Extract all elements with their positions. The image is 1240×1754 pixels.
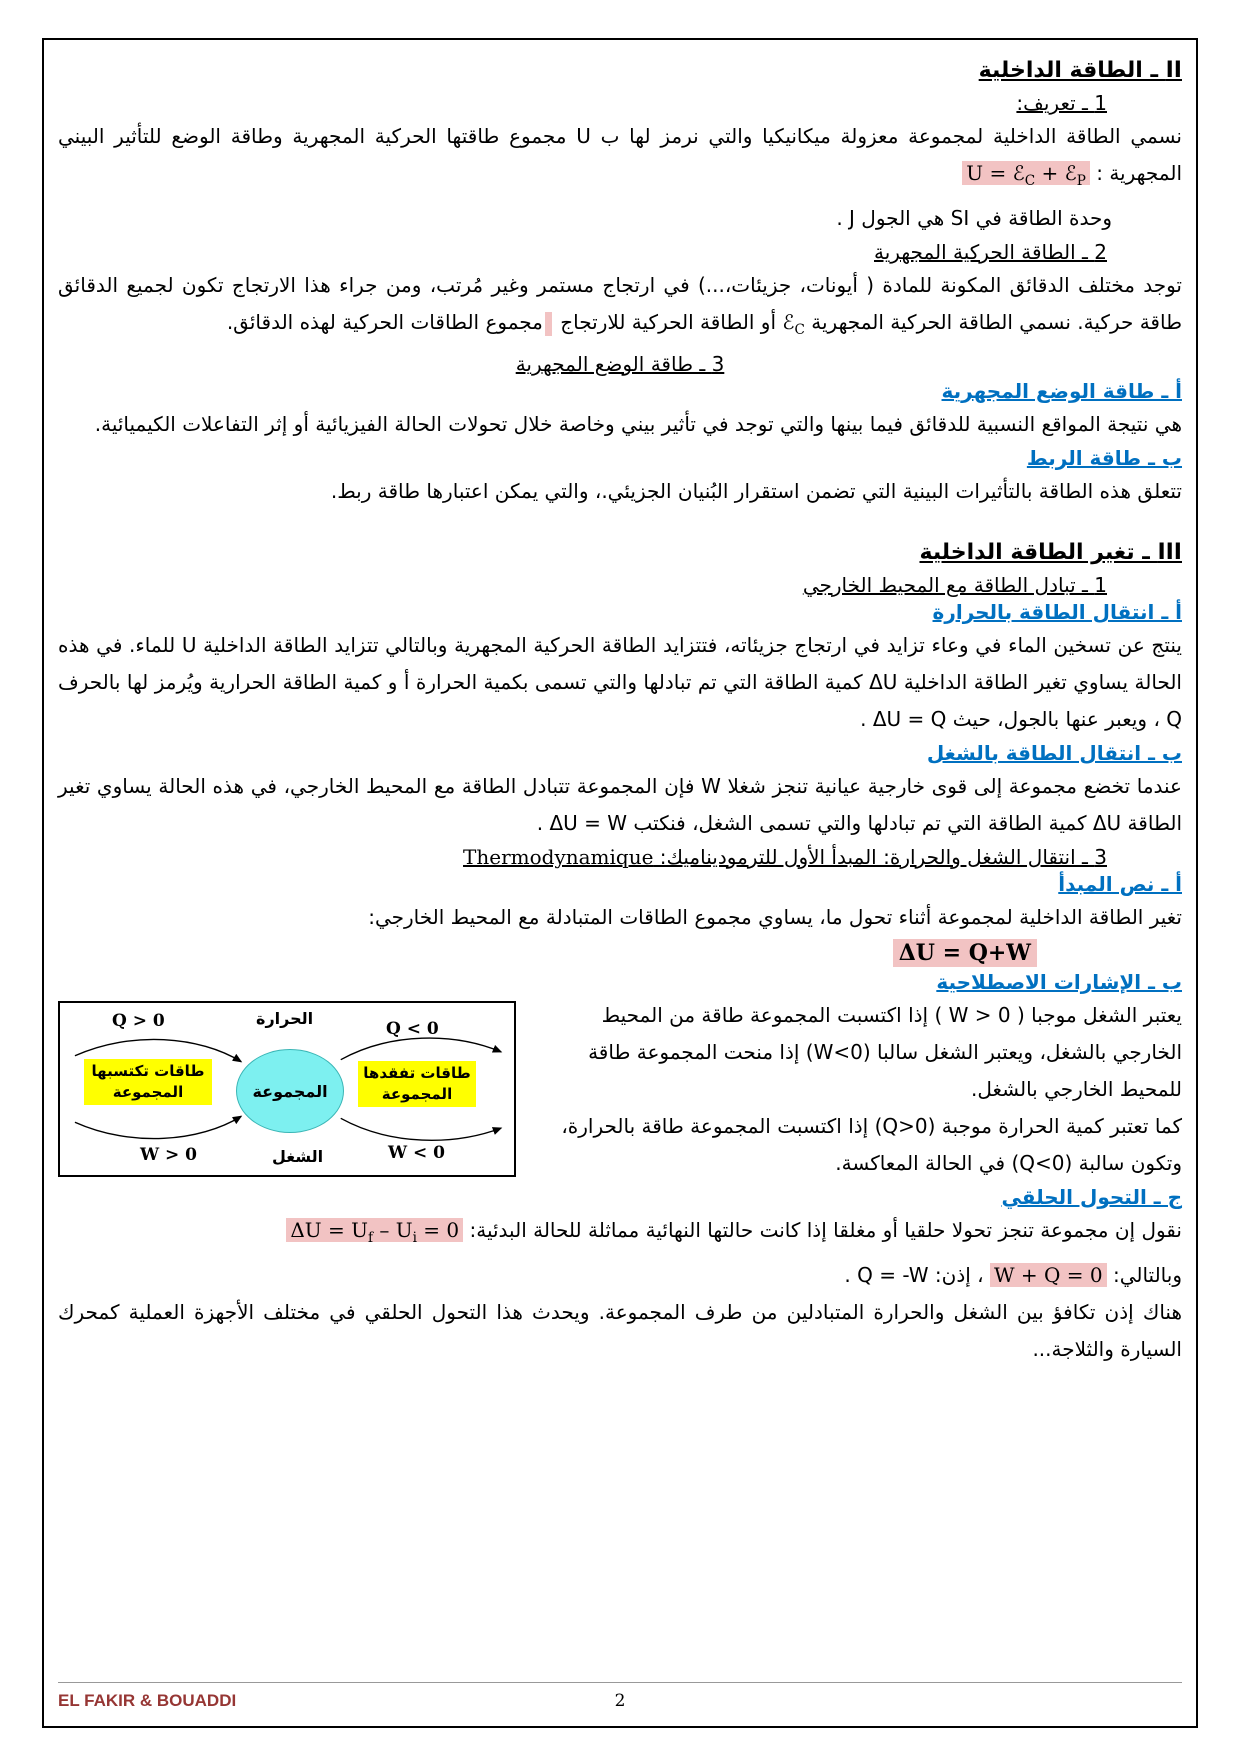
section-ii-title: II ـ الطاقة الداخلية [978,58,1182,83]
sign-convention-heading: ب ـ الإشارات الاصطلاحية [936,970,1182,994]
arrow-work-in [75,1116,241,1138]
w-negative-label: W < 0 [388,1143,446,1163]
page-number: 2 [614,1691,626,1711]
potential-sub-a-heading: أ ـ طاقة الوضع المجهرية [941,379,1182,403]
system-ellipse: المجموعة [236,1049,344,1133]
principle-statement-paragraph: تغير الطاقة الداخلية لمجموعة أثناء تحول ما، يساوي مجموع الطاقات المتبادلة مع المحيط الخارجي: [368,905,1182,929]
work-transfer-heading: ب ـ انتقال الطاقة بالشغل [926,741,1182,765]
cyclic-formula-du: $\Delta U = U_f - U_i = 0$ [286,1218,463,1242]
work-label: الشغل [272,1147,324,1166]
sign-convention-section [58,997,1182,1182]
cyclic-paragraph-3: هناك إذن تكافؤ بين الشغل والحرارة المتبادلين من طرف المجموعة. ويحدث هذا التحول الحلقي في مختلف الأجهزة العملية كمحرك السيارة والثلاجة... [58,1300,1182,1361]
energy-exchange-heading: 1 ـ تبادل الطاقة مع المحيط الخارجي [802,573,1107,597]
energy-exchange-diagram [58,1001,516,1177]
highlight-mark [545,312,552,336]
arrow-heat-out [341,1038,501,1060]
heat-transfer-paragraph: ينتج عن تسخين الماء في وعاء تزايد في ارتجاج جزيئاته، فتتزايد الطاقة الحركية المجهرية وبالتالي تتزايد الطاقة الداخلية U للماء. في هذه الحالة يساوي تغير الطاقة الداخلية ΔU كمية الطاقة التي تم تبادلها والتي تسمى بكمية الحرارة أ و كمية الطاقة الحرارية ويُرمز لها بالحرف Q ، ويعبر عنها بالجول، حيث ΔU = Q . [58,633,1182,731]
script-e-p: ℰ [1064,161,1077,185]
first-law-formula-line [58,940,1037,966]
sign-convention-paragraph-2: كما تعتبر كمية الحرارة موجبة (Q>0) إذا اكتسبت المجموعة طاقة بالحرارة، وتكون سالبة (Q<0) في الحالة المعاكسة. [561,1114,1182,1175]
page-footer [58,1682,1182,1718]
thermodynamique-word: Thermodynamique [463,845,654,869]
kinetic-text-2: أو الطاقة الحركية للارتجاج [553,310,783,334]
work-transfer-paragraph: عندما تخضع مجموعة إلى قوى خارجية عيانية تنجز شغلا W فإن المجموعة تتبادل الطاقة مع المحيط الخارجي، في هذه الحالة يساوي تغير الطاقة ΔU كمية الطاقة التي تم تبادلها والتي تسمى الشغل، فنكتب ΔU = W . [58,774,1182,835]
energy-lost-box: طاقات تفقدها المجموعة [358,1061,476,1107]
heat-transfer-heading: أ ـ انتقال الطاقة بالحرارة [932,600,1182,624]
potential-energy-heading: 3 ـ طاقة الوضع المجهرية [515,352,725,376]
cyclic-text-2b: ، إذن: Q = -W . [844,1263,990,1287]
energy-gained-box: طاقات تكتسبها المجموعة [84,1059,212,1105]
cyclic-text-1: نقول إن مجموعة تنجز تحولا حلقيا أو مغلقا إذا كانت حالتها النهائية مماثلة للحالة البدئية: [463,1218,1182,1242]
definition-paragraph [58,118,1182,200]
q-negative-label: Q < 0 [386,1019,439,1039]
w-positive-label: W > 0 [140,1145,198,1165]
authors-label: EL FAKIR & BOUADDI [58,1691,237,1710]
cyclic-transformation-heading: ج ـ التحول الحلقي [1001,1185,1182,1209]
definition-text: نسمي الطاقة الداخلية لمجموعة معزولة ميكانيكيا والتي نرمز لها ب U مجموع طاقتها الحركية المجهرية وطاقة الوضع للتأثير البيني المجهرية : [58,124,1182,185]
bond-energy-heading: ب ـ طاقة الربط [1026,446,1182,470]
kinetic-text-1: توجد مختلف الدقائق المكونة للمادة ( أيونات، جزيئات،...) في ارتجاج مستمر وغير مُرتب، ومن جراء هذا الارتجاج تكون لجميع الدقائق طاقة حركية. نسمي الطاقة الحركية المجهرية [58,273,1182,334]
sign-convention-paragraph-1: يعتبر الشغل موجبا ( W > 0 ) إذا اكتسبت المجموعة طاقة من المحيط الخارجي بالشغل، ويعتبر الشغل سالبا (W<0) إذا منحت المجموعة طاقة للمحيط الخارجي بالشغل. [588,1003,1182,1101]
cyclic-paragraph-2 [58,1257,1182,1294]
first-law-heading: 3 ـ انتقال الشغل والحرارة: المبدأ الأول للترموديناميك: Thermodynamique [463,845,1107,869]
definition-heading: 1 ـ تعريف: [1016,91,1107,115]
heat-label: الحرارة [256,1009,314,1028]
bond-energy-paragraph: تتعلق هذه الطاقة بالتأثيرات البينية التي تضمن استقرار البُنيان الجزيئي.، والتي يمكن اعتبارها طاقة ربط. [330,479,1182,503]
energy-unit-line: وحدة الطاقة في SI هي الجول J . [836,206,1112,230]
page-content [58,52,1182,1672]
kinetic-energy-paragraph [58,267,1182,349]
page-frame [42,38,1198,1728]
internal-energy-formula: U = ℰ$_C$ + ℰ$_P$ [962,161,1090,185]
script-e-c: ℰ [1012,161,1025,185]
cyclic-formula-wq: W + Q = 0 [990,1263,1107,1287]
section-iii-title: III ـ تغير الطاقة الداخلية [919,540,1182,565]
kinetic-text-3: مجموع الطاقات الحركية لهذه الدقائق. [226,310,543,334]
potential-sub-a-paragraph: هي نتيجة المواقع النسبية للدقائق فيما بينها والتي توجد في تأثير بيني وخاصة خلال تحولات الحالة الفيزيائية أو إثر التفاعلات الكيميائية. [94,412,1182,436]
q-positive-label: Q > 0 [112,1011,165,1031]
principle-statement-heading: أ ـ نص المبدأ [1058,872,1182,896]
kinetic-energy-heading: 2 ـ الطاقة الحركية المجهرية [874,240,1107,264]
arrow-work-out [341,1118,501,1140]
first-law-formula: ΔU = Q+W [893,939,1037,967]
cyclic-paragraph-1 [58,1212,1182,1257]
cyclic-text-2a: وبالتالي: [1106,1263,1182,1287]
ec-symbol: ℰ$_C$ [782,310,805,338]
